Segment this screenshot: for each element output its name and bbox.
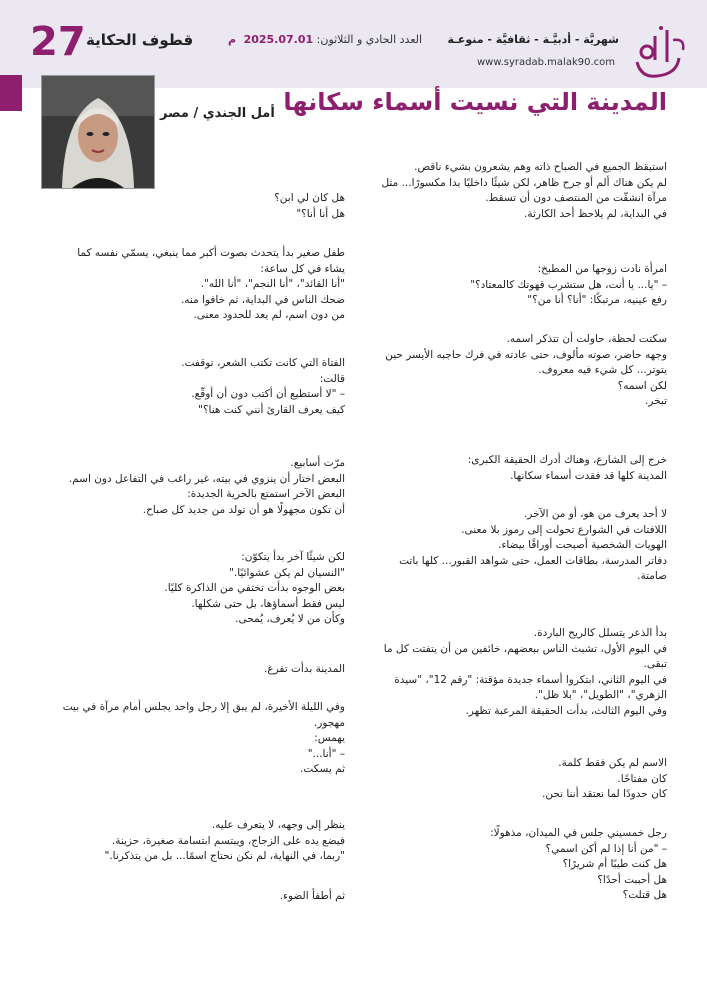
paragraph <box>367 160 667 222</box>
magazine-tagline: شهريَّة - أدبيَّـة - ثقافيَّة - منوعـة <box>447 33 619 46</box>
text-line: الهويات الشخصية أصبحت أوراقًا بيضاء. <box>498 539 667 551</box>
text-line: – "يا... يا أنت، هل ستشرب قهوتك كالمعتاد؟" <box>470 278 667 291</box>
accent-tab <box>0 75 22 111</box>
issue-label: العدد الحادي و الثلاثون: <box>316 33 423 46</box>
text-line: دفاتر المدرسة، بطاقات العمل، حتى شواهد القبور... كلها باتت <box>399 554 667 567</box>
text-line: رجل خمسيني جلس في الميدان، مذهولًا: <box>490 827 667 839</box>
text-line: تبقى. <box>643 658 667 670</box>
issue-unit: م <box>228 33 237 46</box>
text-line: "ربما، في النهاية، لم نكن نحتاج اسمًا... بل من يتذكرنا." <box>104 850 345 862</box>
paragraph <box>367 626 667 719</box>
text-line: استيقظ الجميع في الصباح ذاته وهم يشعرون بشيء ناقص. <box>414 161 667 173</box>
text-line: اللافتات في الشوارع تحولت إلى رموز بلا معنى. <box>461 523 667 536</box>
article-title: المدينة التي نسيت أسماء سكانها <box>283 88 667 116</box>
text-line: يشاء في كل ساعة: <box>260 262 345 275</box>
section-name: قطوف الحكاية <box>86 31 194 49</box>
author-photo <box>41 75 155 189</box>
paragraph <box>40 456 345 518</box>
paragraph <box>40 662 345 678</box>
text-line: هل كنت طيبًا أم شريرًا؟ <box>562 858 667 870</box>
text-line: هل قتلت؟ <box>622 889 667 901</box>
text-line: وكأن من لا يُعرف، يُمحى. <box>235 613 345 625</box>
website-link[interactable]: www.syradab.malak90.com <box>477 57 615 68</box>
paragraph <box>367 453 667 484</box>
text-line: هل أنا أنا؟" <box>296 207 345 220</box>
paragraph <box>40 356 345 418</box>
text-line: في اليوم الأول، تشبث الناس ببعضهم، خائفين من أن يتفتت كل ما <box>383 642 667 655</box>
text-line: ثم أطفأ الضوء. <box>279 890 345 902</box>
text-line: ثم يسكت. <box>300 763 345 775</box>
text-line: وفي اليوم الثالث، بدأت الحقيقة المرعبة تظهر. <box>465 704 667 717</box>
paragraph <box>40 818 345 865</box>
paragraph <box>367 756 667 803</box>
paragraph <box>40 700 345 778</box>
text-line: مرّت أسابيع. <box>290 457 345 469</box>
paragraph <box>367 826 667 904</box>
text-line: الزهري"، "الطويل"، "بلا ظل". <box>534 689 667 701</box>
issue-date: 2025.07.01 <box>243 33 314 46</box>
text-line: المدينة كلها قد فقدت أسماء سكانها. <box>510 469 667 482</box>
magazine-logo <box>627 22 693 84</box>
text-line: المدينة بدأت تفرغ. <box>264 663 345 675</box>
text-line: هل أحببت أحدًا؟ <box>597 873 667 886</box>
text-line: مهجور. <box>313 716 345 729</box>
text-line: في اليوم الثاني، ابتكروا أسماء جديدة مؤقتة: "رقم 12"، "سيدة <box>394 673 667 686</box>
text-line: ينظر إلى وجهه، لا يتعرف عليه. <box>211 819 345 831</box>
text-line: هل كان لي ابن؟ <box>274 192 345 204</box>
text-line: فيضع يده على الزجاج، ويبتسم ابتسامة صغيرة، حزينة. <box>111 834 345 847</box>
text-line: خرج إلى الشارع، وهناك أدرك الحقيقة الكبرى: <box>467 454 667 466</box>
issue-info <box>228 33 422 46</box>
text-line: – "من أنا إذا لم أكن اسمي؟ <box>545 842 667 855</box>
text-line: مرآة انشقّت من المنتصف دون أن تسقط. <box>485 192 667 204</box>
text-line: – "لا أستطيع أن أكتب دون أن أوقّع. <box>191 388 345 400</box>
text-line: "أنا القائد"، "أنا النجم"، "أنا الله". <box>200 278 345 290</box>
text-line: قالت: <box>319 372 345 385</box>
paragraph <box>367 507 667 585</box>
text-line: صامتة. <box>637 570 667 582</box>
text-line: في البداية، لم يلاحظ أحد الكارثة. <box>524 207 667 220</box>
text-line: من دون اسم، لم يعد للحدود معنى. <box>193 309 345 321</box>
text-line: رفع عينيه، مرتبكًا: "أنا؟ أنا من؟" <box>527 294 667 306</box>
text-line: لا أحد يعرف من هو، أو من الآخر. <box>523 508 667 520</box>
page-number: 27 <box>30 19 86 65</box>
text-line: أن تكون مجهولًا هو أن تولد من جديد كل صباح. <box>142 503 345 516</box>
portrait-image <box>42 76 154 188</box>
text-line: كان حدودًا لما نعتقد أننا نحن. <box>542 788 667 800</box>
text-line: "النسيان لم يكن عشوائيًا." <box>229 566 345 579</box>
paragraph <box>40 889 345 905</box>
text-line: – "أنا..." <box>307 747 345 760</box>
paragraph <box>40 550 345 628</box>
text-line: لم يكن هناك ألم أو جرح ظاهر، لكن شيئًا داخليًا بدا مكسورًا... مثل <box>381 176 667 189</box>
text-line: بدأ الذعر يتسلل كالريح الباردة. <box>533 627 667 639</box>
text-line: سكتت لحظة، حاولت أن تتذكر اسمه. <box>506 333 667 345</box>
text-line: ضحك الناس في البداية، ثم خافوا منه. <box>180 293 345 306</box>
text-line: كيف يعرف القارئ أنني كنت هنا؟" <box>198 403 345 416</box>
paragraph <box>367 262 667 309</box>
text-line: وفي الليلة الأخيرة، لم يبق إلا رجل واحد يجلس أمام مرآة في بيت <box>62 701 345 713</box>
text-line: لكن اسمه؟ <box>617 379 667 392</box>
text-line: يتوتر... كل شيء فيه معروف. <box>538 364 667 376</box>
text-line: الفتاة التي كانت تكتب الشعر، توقفت. <box>181 357 345 369</box>
text-line: ليس فقط أسماؤها، بل حتى شكلها. <box>191 597 345 610</box>
paragraph <box>40 246 345 324</box>
text-line: يهمس: <box>314 732 345 744</box>
text-line: تبخر. <box>645 395 667 407</box>
text-line: كان مفتاحًا. <box>617 772 667 785</box>
author-name: أمل الجندي / مصر <box>160 106 275 121</box>
paragraph <box>40 191 345 222</box>
text-line: امرأة نادت زوجها من المطبخ: <box>537 263 667 275</box>
text-line: البعض الآخر استمتع بالحرية الجديدة: <box>187 488 345 500</box>
text-line: بعض الوجوه بدأت تختفي من الذاكرة كليًا. <box>164 582 345 594</box>
text-line: وجهه حاضر، صوته مألوف، حتى عادته في فرك حاجبه الأيسر حين <box>385 348 667 361</box>
text-line: طفل صغير بدأ يتحدث بصوت أكبر مما ينبغي، يسمّي نفسه كما <box>77 247 345 259</box>
paragraph <box>367 332 667 410</box>
text-line: الاسم لم يكن فقط كلمة. <box>558 757 667 769</box>
text-line: البعض اختار أن ينزوي في بيته، غير راغب في التفاعل دون اسم. <box>68 472 345 485</box>
text-line: لكن شيئًا آخر بدأ يتكوّن: <box>241 551 345 563</box>
